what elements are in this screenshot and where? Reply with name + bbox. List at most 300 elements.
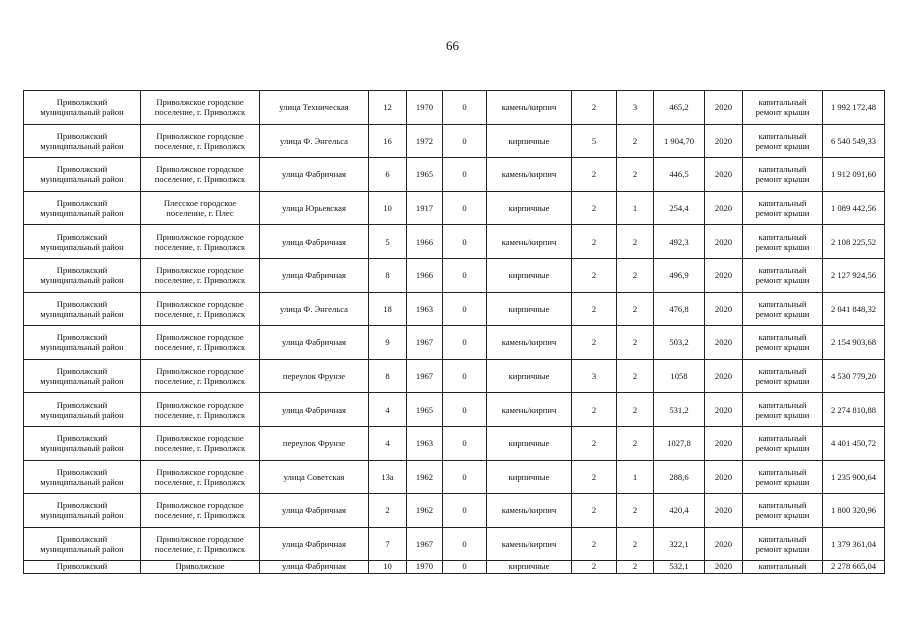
work-type-cell	[743, 494, 823, 528]
floors-cell-text: 2	[591, 539, 597, 550]
build-year-cell-text: 1970	[415, 102, 434, 113]
district-cell	[24, 292, 141, 326]
district-cell	[24, 91, 141, 125]
street-cell	[260, 359, 369, 393]
area-cell-text: 1 904,70	[663, 135, 695, 146]
build-year-cell	[407, 494, 443, 528]
build-year-cell	[407, 359, 443, 393]
area-cell-text: 1027,8	[667, 438, 691, 449]
house-number-cell-text: 16	[383, 135, 392, 146]
settlement-cell	[141, 527, 260, 561]
floors-cell	[572, 494, 617, 528]
value-cell	[443, 158, 487, 192]
street-cell-text: улица Фабричная	[282, 169, 346, 180]
plan-year-cell	[705, 460, 743, 494]
house-number-cell	[369, 426, 407, 460]
entrances-cell	[617, 225, 654, 259]
area-cell-text: 532,1	[669, 561, 689, 572]
house-number-cell	[369, 191, 407, 225]
street-cell-text: улица Фабричная	[282, 404, 346, 415]
wall-material-cell-text: камень/кирпич	[501, 404, 557, 415]
value-cell-text: 0	[462, 169, 467, 180]
build-year-cell-text: 1965	[415, 404, 434, 415]
floors-cell	[572, 326, 617, 360]
district-cell	[24, 527, 141, 561]
entrances-cell	[617, 292, 654, 326]
cost-cell-text: 2 154 903,68	[830, 337, 877, 348]
wall-material-cell-text: кирпичные	[508, 135, 550, 146]
entrances-cell	[617, 191, 654, 225]
table-row	[24, 258, 885, 292]
cost-cell-text: 2 278 665,04	[830, 561, 877, 572]
plan-year-cell-text: 2020	[714, 561, 733, 572]
house-number-cell	[369, 124, 407, 158]
district-cell-text: Приволжский муниципальный район	[40, 433, 124, 454]
wall-material-cell	[487, 494, 572, 528]
wall-material-cell	[487, 426, 572, 460]
build-year-cell	[407, 426, 443, 460]
floors-cell-text: 2	[591, 561, 597, 572]
value-cell	[443, 494, 487, 528]
area-cell-text: 322,1	[669, 539, 689, 550]
floors-cell-text: 2	[591, 438, 597, 449]
wall-material-cell-text: кирпичные	[508, 471, 550, 482]
area-cell	[654, 124, 705, 158]
area-cell-text: 531,2	[669, 404, 689, 415]
area-cell-text: 288,6	[669, 471, 689, 482]
floors-cell-text: 2	[591, 203, 597, 214]
cost-cell	[823, 158, 885, 192]
value-cell	[443, 292, 487, 326]
work-type-cell-text: капитальный ремонт крыши	[755, 130, 810, 151]
cost-cell-text: 2 108 225,52	[830, 236, 877, 247]
plan-year-cell-text: 2020	[714, 539, 733, 550]
plan-year-cell-text: 2020	[714, 371, 733, 382]
floors-cell-text: 2	[591, 471, 597, 482]
district-cell-text: Приволжский муниципальный район	[40, 500, 124, 521]
plan-year-cell	[705, 359, 743, 393]
table-row	[24, 561, 885, 574]
build-year-cell-text: 1967	[415, 539, 434, 550]
value-cell	[443, 460, 487, 494]
floors-cell-text: 2	[591, 102, 597, 113]
build-year-cell-text: 1970	[415, 561, 434, 572]
build-year-cell-text: 1917	[415, 203, 434, 214]
floors-cell	[572, 258, 617, 292]
house-number-cell-text: 13а	[381, 471, 394, 482]
value-cell-text: 0	[462, 203, 467, 214]
settlement-cell	[141, 359, 260, 393]
house-number-cell	[369, 561, 407, 574]
work-type-cell-text: капитальный	[758, 561, 807, 572]
wall-material-cell	[487, 527, 572, 561]
house-number-cell-text: 6	[385, 169, 390, 180]
street-cell-text: переулок Фрунзе	[282, 371, 346, 382]
street-cell-text: улица Советская	[283, 471, 345, 482]
street-cell	[260, 494, 369, 528]
district-cell	[24, 561, 141, 574]
house-number-cell-text: 9	[385, 337, 390, 348]
area-cell	[654, 326, 705, 360]
floors-cell-text: 2	[591, 337, 597, 348]
cost-cell	[823, 393, 885, 427]
build-year-cell	[407, 527, 443, 561]
entrances-cell	[617, 359, 654, 393]
district-cell	[24, 191, 141, 225]
house-number-cell	[369, 258, 407, 292]
plan-year-cell-text: 2020	[714, 303, 733, 314]
work-type-cell	[743, 225, 823, 259]
build-year-cell-text: 1967	[415, 337, 434, 348]
area-cell	[654, 426, 705, 460]
district-cell	[24, 426, 141, 460]
wall-material-cell-text: кирпичные	[508, 303, 550, 314]
housing-repair-table	[23, 90, 885, 574]
floors-cell-text: 2	[591, 404, 597, 415]
work-type-cell-text: капитальный ремонт крыши	[755, 298, 810, 319]
house-number-cell	[369, 292, 407, 326]
cost-cell	[823, 460, 885, 494]
table-row	[24, 426, 885, 460]
house-number-cell	[369, 527, 407, 561]
floors-cell	[572, 393, 617, 427]
wall-material-cell-text: камень/кирпич	[501, 169, 557, 180]
work-type-cell-text: капитальный ремонт крыши	[755, 198, 810, 219]
plan-year-cell	[705, 158, 743, 192]
value-cell	[443, 426, 487, 460]
work-type-cell	[743, 91, 823, 125]
district-cell-text: Приволжский муниципальный район	[40, 366, 124, 387]
plan-year-cell	[705, 326, 743, 360]
settlement-cell-text: Приволжское городское поселение, г. Приволжск	[154, 466, 246, 487]
house-number-cell	[369, 158, 407, 192]
district-cell-text: Приволжский муниципальный район	[40, 164, 124, 185]
wall-material-cell	[487, 326, 572, 360]
street-cell	[260, 91, 369, 125]
value-cell-text: 0	[462, 371, 467, 382]
area-cell-text: 254,4	[669, 203, 689, 214]
value-cell-text: 0	[462, 539, 467, 550]
area-cell	[654, 225, 705, 259]
floors-cell	[572, 359, 617, 393]
build-year-cell-text: 1962	[415, 505, 434, 516]
settlement-cell-text: Приволжское городское поселение, г. Приволжск	[154, 231, 246, 252]
house-number-cell-text: 8	[385, 270, 390, 281]
area-cell	[654, 158, 705, 192]
wall-material-cell	[487, 91, 572, 125]
settlement-cell-text: Приволжское городское поселение, г. Приволжск	[154, 332, 246, 353]
value-cell	[443, 527, 487, 561]
settlement-cell-text: Приволжское	[175, 561, 225, 572]
wall-material-cell	[487, 359, 572, 393]
cost-cell-text: 2 041 848,32	[830, 303, 877, 314]
entrances-cell-text: 2	[632, 303, 638, 314]
wall-material-cell-text: камень/кирпич	[501, 539, 557, 550]
area-cell-text: 476,8	[669, 303, 689, 314]
table-row	[24, 91, 885, 125]
plan-year-cell	[705, 561, 743, 574]
cost-cell	[823, 91, 885, 125]
value-cell-text: 0	[462, 471, 467, 482]
house-number-cell	[369, 494, 407, 528]
entrances-cell	[617, 494, 654, 528]
build-year-cell	[407, 460, 443, 494]
district-cell	[24, 158, 141, 192]
value-cell	[443, 393, 487, 427]
house-number-cell-text: 7	[385, 539, 390, 550]
build-year-cell	[407, 561, 443, 574]
table-row	[24, 494, 885, 528]
district-cell	[24, 225, 141, 259]
entrances-cell-text: 2	[632, 505, 638, 516]
value-cell	[443, 191, 487, 225]
settlement-cell	[141, 191, 260, 225]
house-number-cell	[369, 460, 407, 494]
build-year-cell-text: 1972	[415, 135, 434, 146]
wall-material-cell-text: камень/кирпич	[501, 337, 557, 348]
area-cell	[654, 494, 705, 528]
value-cell	[443, 124, 487, 158]
wall-material-cell-text: кирпичные	[508, 203, 550, 214]
entrances-cell-text: 2	[632, 404, 638, 415]
plan-year-cell	[705, 292, 743, 326]
street-cell-text: улица Фабричная	[282, 337, 346, 348]
table-row	[24, 527, 885, 561]
settlement-cell	[141, 258, 260, 292]
value-cell	[443, 359, 487, 393]
district-cell	[24, 124, 141, 158]
street-cell	[260, 326, 369, 360]
cost-cell-text: 1 379 361,04	[830, 539, 877, 550]
build-year-cell	[407, 191, 443, 225]
plan-year-cell	[705, 494, 743, 528]
plan-year-cell	[705, 527, 743, 561]
cost-cell	[823, 124, 885, 158]
table-row	[24, 393, 885, 427]
street-cell-text: улица Фабричная	[282, 236, 346, 247]
house-number-cell-text: 4	[385, 438, 390, 449]
work-type-cell-text: капитальный ремонт крыши	[755, 366, 810, 387]
wall-material-cell	[487, 258, 572, 292]
entrances-cell	[617, 393, 654, 427]
area-cell	[654, 191, 705, 225]
build-year-cell-text: 1966	[415, 236, 434, 247]
entrances-cell-text: 1	[632, 471, 638, 482]
settlement-cell-text: Приволжское городское поселение, г. Приволжск	[154, 500, 246, 521]
house-number-cell-text: 10	[383, 203, 392, 214]
area-cell	[654, 359, 705, 393]
street-cell-text: улица Ф. Энгельса	[280, 303, 348, 314]
street-cell	[260, 527, 369, 561]
wall-material-cell	[487, 191, 572, 225]
area-cell	[654, 393, 705, 427]
street-cell	[260, 460, 369, 494]
entrances-cell-text: 2	[632, 371, 638, 382]
area-cell-text: 492,3	[669, 236, 689, 247]
cost-cell-text: 4 530 779,20	[830, 371, 877, 382]
entrances-cell-text: 2	[632, 270, 638, 281]
settlement-cell	[141, 393, 260, 427]
value-cell-text: 0	[462, 505, 467, 516]
value-cell-text: 0	[462, 270, 467, 281]
build-year-cell-text: 1963	[415, 303, 434, 314]
value-cell-text: 0	[462, 438, 467, 449]
entrances-cell	[617, 426, 654, 460]
build-year-cell-text: 1965	[415, 169, 434, 180]
floors-cell-text: 5	[591, 135, 597, 146]
plan-year-cell-text: 2020	[714, 438, 733, 449]
district-cell	[24, 326, 141, 360]
plan-year-cell	[705, 191, 743, 225]
settlement-cell-text: Приволжское городское поселение, г. Приволжск	[154, 164, 246, 185]
cost-cell-text: 2 274 810,88	[830, 404, 877, 415]
settlement-cell	[141, 326, 260, 360]
district-cell-text: Приволжский муниципальный район	[40, 534, 124, 555]
settlement-cell	[141, 494, 260, 528]
table-body	[24, 91, 885, 574]
value-cell	[443, 91, 487, 125]
entrances-cell-text: 2	[632, 135, 638, 146]
plan-year-cell-text: 2020	[714, 203, 733, 214]
cost-cell	[823, 191, 885, 225]
wall-material-cell	[487, 292, 572, 326]
wall-material-cell	[487, 460, 572, 494]
build-year-cell-text: 1967	[415, 371, 434, 382]
entrances-cell-text: 1	[632, 203, 638, 214]
cost-cell-text: 6 540 549,33	[830, 135, 877, 146]
street-cell	[260, 561, 369, 574]
street-cell	[260, 158, 369, 192]
plan-year-cell-text: 2020	[714, 505, 733, 516]
entrances-cell	[617, 158, 654, 192]
wall-material-cell-text: кирпичные	[508, 270, 550, 281]
district-cell-text: Приволжский муниципальный район	[40, 231, 124, 252]
floors-cell-text: 2	[591, 236, 597, 247]
build-year-cell	[407, 292, 443, 326]
wall-material-cell-text: камень/кирпич	[501, 505, 557, 516]
district-cell-text: Приволжский муниципальный район	[40, 399, 124, 420]
settlement-cell-text: Приволжское городское поселение, г. Приволжск	[154, 366, 246, 387]
wall-material-cell	[487, 225, 572, 259]
settlement-cell-text: Приволжское городское поселение, г. Приволжск	[154, 534, 246, 555]
area-cell-text: 1058	[670, 371, 688, 382]
value-cell	[443, 258, 487, 292]
work-type-cell-text: капитальный ремонт крыши	[755, 466, 810, 487]
floors-cell	[572, 225, 617, 259]
district-cell	[24, 460, 141, 494]
plan-year-cell-text: 2020	[714, 337, 733, 348]
wall-material-cell	[487, 158, 572, 192]
area-cell	[654, 460, 705, 494]
entrances-cell	[617, 258, 654, 292]
wall-material-cell	[487, 393, 572, 427]
street-cell-text: улица Фабричная	[282, 505, 346, 516]
work-type-cell	[743, 191, 823, 225]
entrances-cell-text: 2	[632, 561, 638, 572]
value-cell-text: 0	[462, 404, 467, 415]
plan-year-cell	[705, 393, 743, 427]
plan-year-cell	[705, 426, 743, 460]
build-year-cell	[407, 258, 443, 292]
street-cell-text: улица Юрьевская	[282, 203, 346, 214]
plan-year-cell-text: 2020	[714, 471, 733, 482]
area-cell	[654, 292, 705, 326]
cost-cell	[823, 359, 885, 393]
wall-material-cell	[487, 561, 572, 574]
house-number-cell-text: 18	[383, 303, 392, 314]
cost-cell	[823, 326, 885, 360]
street-cell	[260, 124, 369, 158]
entrances-cell	[617, 124, 654, 158]
floors-cell	[572, 292, 617, 326]
work-type-cell	[743, 326, 823, 360]
work-type-cell-text: капитальный ремонт крыши	[755, 231, 810, 252]
house-number-cell	[369, 91, 407, 125]
cost-cell	[823, 292, 885, 326]
house-number-cell-text: 12	[383, 102, 392, 113]
entrances-cell-text: 2	[632, 169, 638, 180]
work-type-cell-text: капитальный ремонт крыши	[755, 332, 810, 353]
table-row	[24, 158, 885, 192]
district-cell	[24, 258, 141, 292]
settlement-cell-text: Приволжское городское поселение, г. Приволжск	[154, 433, 246, 454]
value-cell	[443, 326, 487, 360]
wall-material-cell	[487, 124, 572, 158]
settlement-cell-text: Приволжское городское поселение, г. Приволжск	[154, 399, 246, 420]
district-cell-text: Приволжский муниципальный район	[40, 198, 124, 219]
house-number-cell	[369, 393, 407, 427]
plan-year-cell-text: 2020	[714, 102, 733, 113]
area-cell	[654, 527, 705, 561]
cost-cell-text: 1 992 172,48	[830, 102, 877, 113]
work-type-cell-text: капитальный ремонт крыши	[755, 433, 810, 454]
plan-year-cell-text: 2020	[714, 404, 733, 415]
area-cell	[654, 91, 705, 125]
cost-cell-text: 1 235 900,64	[830, 471, 877, 482]
wall-material-cell-text: кирпичные	[508, 561, 550, 572]
cost-cell	[823, 426, 885, 460]
house-number-cell-text: 4	[385, 404, 390, 415]
entrances-cell-text: 2	[632, 236, 638, 247]
house-number-cell-text: 8	[385, 371, 390, 382]
work-type-cell-text: капитальный ремонт крыши	[755, 164, 810, 185]
area-cell-text: 420,4	[669, 505, 689, 516]
settlement-cell	[141, 91, 260, 125]
floors-cell-text: 2	[591, 303, 597, 314]
street-cell	[260, 292, 369, 326]
street-cell	[260, 225, 369, 259]
district-cell	[24, 494, 141, 528]
cost-cell-text: 2 127 924,56	[830, 270, 877, 281]
build-year-cell	[407, 158, 443, 192]
table-row	[24, 292, 885, 326]
street-cell-text: улица Фабричная	[282, 270, 346, 281]
build-year-cell	[407, 124, 443, 158]
house-number-cell-text: 2	[385, 505, 390, 516]
street-cell	[260, 258, 369, 292]
cost-cell-text: 1 800 320,96	[830, 505, 877, 516]
street-cell-text: улица Ф. Энгельса	[280, 135, 348, 146]
plan-year-cell-text: 2020	[714, 270, 733, 281]
district-cell	[24, 359, 141, 393]
cost-cell-text: 1 089 442,56	[830, 203, 877, 214]
entrances-cell-text: 3	[632, 102, 638, 113]
plan-year-cell	[705, 258, 743, 292]
district-cell-text: Приволжский муниципальный район	[40, 130, 124, 151]
build-year-cell	[407, 225, 443, 259]
value-cell	[443, 225, 487, 259]
floors-cell-text: 2	[591, 270, 597, 281]
